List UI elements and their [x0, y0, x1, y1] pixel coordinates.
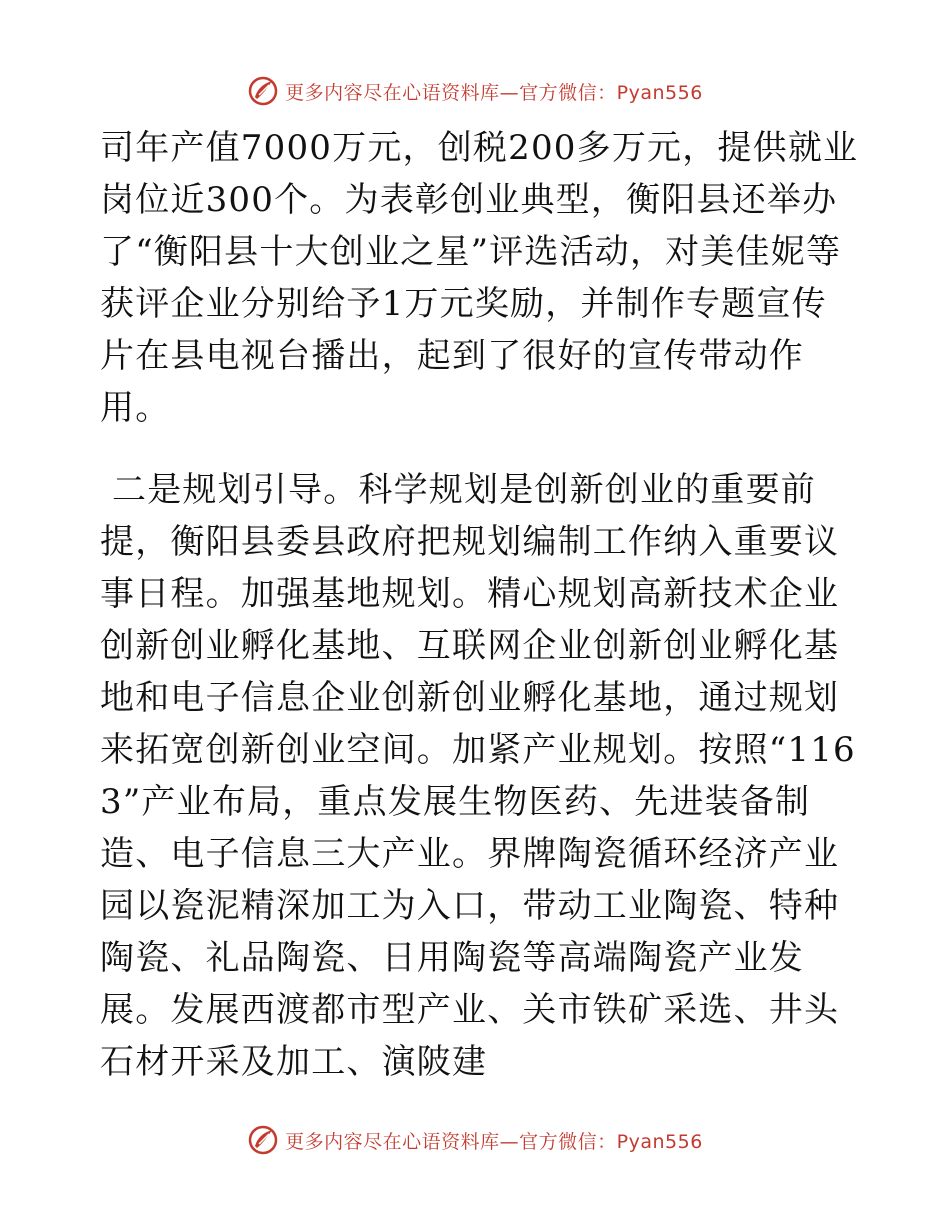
- paragraph-1: 司年产值7000万元，创税200多万元，提供就业岗位近300个。为表彰创业典型，衡阳县还举办了“衡阳县十大创业之星”评选活动，对美佳妮等获评企业分别给予1万元奖励，并制作专题宣传片在县电视台播出，起到了很好的宣传带动作用。: [100, 128, 859, 428]
- watermark-label: 更多内容尽在心语资料库—官方微信：: [285, 81, 617, 104]
- header-watermark: [0, 71, 950, 111]
- watermark-label: 更多内容尽在心语资料库—官方微信：: [285, 1130, 617, 1153]
- watermark-handle: Pyan556: [616, 81, 703, 104]
- watermark-text: [285, 78, 703, 105]
- watermark-text: [285, 1127, 703, 1154]
- brand-logo-icon: [247, 75, 279, 107]
- paragraph-2: 二是规划引导。科学规划是创新创业的重要前提，衡阳县委县政府把规划编制工作纳入重要议事日程。加强基地规划。精心规划高新技术企业创新创业孵化基地、互联网企业创新创业孵化基地和电子信息企业创新创业孵化基地，通过规划来拓宽创新创业空间。加紧产业规划。按照“1163”产业布局，重点发展生物医药、先进装备制造、电子信息三大产业。界牌陶瓷循环经济产业园以瓷泥精深加工为入口，带动工业陶瓷、特种陶瓷、礼品陶瓷、日用陶瓷等高端陶瓷产业发展。发展西渡都市型产业、关市铁矿采选、井头石材开采及加工、演陂建: [100, 470, 856, 1082]
- footer-watermark: [0, 1120, 950, 1160]
- brand-logo-icon: [247, 1124, 279, 1156]
- watermark-handle: Pyan556: [616, 1130, 703, 1153]
- document-body: [100, 122, 860, 1088]
